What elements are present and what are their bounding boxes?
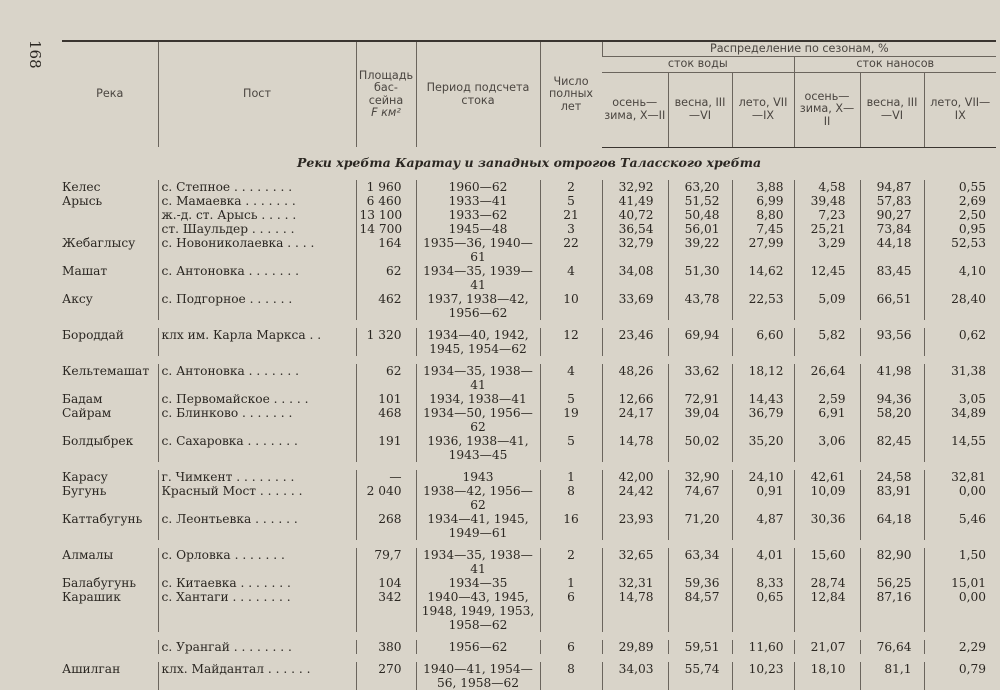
row-gap <box>62 462 996 470</box>
years-cell: 2 <box>540 180 602 194</box>
sediment-summer-cell: 28,40 <box>924 292 996 320</box>
table-body <box>62 147 996 690</box>
sediment-summer-cell: 2,29 <box>924 640 996 654</box>
water-spring-cell: 59,36 <box>668 576 732 590</box>
post-cell: с. Китаевка . . . . . . . <box>158 576 356 590</box>
gap-cell <box>62 462 996 470</box>
years-cell: 6 <box>540 640 602 654</box>
water-spring-cell: 43,78 <box>668 292 732 320</box>
period-cell: 1934—35, 1938—41 <box>416 364 540 392</box>
table-row <box>62 576 996 590</box>
post-cell: г. Чимкент . . . . . . . . <box>158 470 356 484</box>
water-autumn-cell: 32,65 <box>602 548 668 576</box>
sediment-summer-cell: 15,01 <box>924 576 996 590</box>
years-cell: 10 <box>540 292 602 320</box>
period-cell: 1934, 1938—41 <box>416 392 540 406</box>
table-row <box>62 406 996 434</box>
water-spring-cell: 51,52 <box>668 194 732 208</box>
section-title: Реки хребта Каратау и западных отрогов Таласского хребта <box>296 154 762 170</box>
post-cell: ж.-д. ст. Арысь . . . . . <box>158 208 356 222</box>
sediment-autumn-cell: 4,58 <box>794 180 860 194</box>
header-water-autumn: осень—зима, X—II <box>602 72 668 147</box>
sediment-autumn-cell: 2,59 <box>794 392 860 406</box>
water-summer-cell: 24,10 <box>732 470 794 484</box>
header-area-unit: F км² <box>371 105 401 119</box>
years-cell: 2 <box>540 548 602 576</box>
sediment-summer-cell: 1,50 <box>924 548 996 576</box>
water-autumn-cell: 42,00 <box>602 470 668 484</box>
table-row <box>62 590 996 632</box>
sediment-autumn-cell: 5,09 <box>794 292 860 320</box>
years-cell: 5 <box>540 434 602 462</box>
area-cell: 468 <box>356 406 416 434</box>
sediment-autumn-cell: 3,06 <box>794 434 860 462</box>
header-sediment-autumn: осень—зима, X—II <box>794 72 860 147</box>
post-cell: с. Урангай . . . . . . . . <box>158 640 356 654</box>
sediment-autumn-cell: 21,07 <box>794 640 860 654</box>
area-cell: 268 <box>356 512 416 540</box>
header-sediment-summer: лето, VII—IX <box>924 72 996 147</box>
sediment-summer-cell: 4,10 <box>924 264 996 292</box>
period-cell: 1934—40, 1942, 1945, 1954—62 <box>416 328 540 356</box>
river-cell: Болдыбрек <box>62 433 134 448</box>
water-autumn-cell: 32,31 <box>602 576 668 590</box>
water-spring-cell: 74,67 <box>668 484 732 512</box>
period-cell: 1933—62 <box>416 208 540 222</box>
water-summer-cell: 11,60 <box>732 640 794 654</box>
post-cell: с. Антоновка . . . . . . . <box>158 364 356 392</box>
table-row <box>62 180 996 194</box>
post-cell: с. Мамаевка . . . . . . . <box>158 194 356 208</box>
table-row <box>62 236 996 264</box>
sediment-autumn-cell: 6,91 <box>794 406 860 434</box>
sediment-autumn-cell: 30,36 <box>794 512 860 540</box>
sediment-autumn-cell: 42,61 <box>794 470 860 484</box>
sediment-autumn-cell: 39,48 <box>794 194 860 208</box>
header-area <box>356 41 416 147</box>
water-summer-cell: 35,20 <box>732 434 794 462</box>
sediment-spring-cell: 64,18 <box>860 512 924 540</box>
table-row <box>62 222 996 236</box>
water-spring-cell: 50,02 <box>668 434 732 462</box>
sediment-autumn-cell: 3,29 <box>794 236 860 264</box>
post-cell: с. Блинково . . . . . . . <box>158 406 356 434</box>
area-cell: 2 040 <box>356 484 416 512</box>
header-area-label: Площадь бас-сейна <box>358 68 414 107</box>
post-cell: с. Орловка . . . . . . . <box>158 548 356 576</box>
sediment-summer-cell: 14,55 <box>924 434 996 462</box>
table-row <box>62 392 996 406</box>
post-cell: с. Леонтьевка . . . . . . <box>158 512 356 540</box>
table-row <box>62 662 996 690</box>
river-cell: Машат <box>62 263 108 278</box>
years-cell: 4 <box>540 364 602 392</box>
sediment-spring-cell: 81,1 <box>860 662 924 690</box>
river-cell: Бугунь <box>62 483 107 498</box>
sediment-spring-cell: 94,87 <box>860 180 924 194</box>
sediment-summer-cell: 52,53 <box>924 236 996 264</box>
water-autumn-cell: 24,42 <box>602 484 668 512</box>
period-cell: 1938—42, 1956—62 <box>416 484 540 512</box>
area-cell: 101 <box>356 392 416 406</box>
river-cell: Кельтемашат <box>62 363 150 378</box>
area-cell: — <box>356 470 416 484</box>
gap-cell <box>62 632 996 640</box>
river-cell: Бороддай <box>62 327 124 342</box>
sediment-autumn-cell: 7,23 <box>794 208 860 222</box>
sediment-spring-cell: 83,45 <box>860 264 924 292</box>
water-summer-cell: 8,33 <box>732 576 794 590</box>
period-cell: 1937, 1938—42, 1956—62 <box>416 292 540 320</box>
sediment-summer-cell: 3,05 <box>924 392 996 406</box>
period-cell: 1934—41, 1945, 1949—61 <box>416 512 540 540</box>
gap-cell <box>62 654 996 662</box>
period-cell: 1934—35, 1938—41 <box>416 548 540 576</box>
sediment-spring-cell: 83,91 <box>860 484 924 512</box>
post-cell: клх. Майдантал . . . . . . <box>158 662 356 690</box>
river-cell: Бадам <box>62 391 103 406</box>
area-cell: 79,7 <box>356 548 416 576</box>
river-cell <box>62 222 158 236</box>
water-spring-cell: 39,04 <box>668 406 732 434</box>
table-row <box>62 292 996 320</box>
area-cell: 62 <box>356 264 416 292</box>
sediment-summer-cell: 0,00 <box>924 484 996 512</box>
sediment-spring-cell: 76,64 <box>860 640 924 654</box>
period-cell: 1960—62 <box>416 180 540 194</box>
gap-cell <box>62 320 996 328</box>
area-cell: 164 <box>356 236 416 264</box>
post-cell: с. Степное . . . . . . . . <box>158 180 356 194</box>
sediment-summer-cell: 32,81 <box>924 470 996 484</box>
post-cell: Красный Мост . . . . . . <box>158 484 356 512</box>
water-summer-cell: 4,87 <box>732 512 794 540</box>
area-cell: 13 100 <box>356 208 416 222</box>
area-cell: 380 <box>356 640 416 654</box>
row-gap <box>62 632 996 640</box>
water-autumn-cell: 14,78 <box>602 590 668 632</box>
area-cell: 14 700 <box>356 222 416 236</box>
gap-cell <box>62 356 996 364</box>
years-cell: 5 <box>540 194 602 208</box>
area-cell: 1 960 <box>356 180 416 194</box>
table-row <box>62 194 996 208</box>
years-cell: 16 <box>540 512 602 540</box>
years-cell: 8 <box>540 662 602 690</box>
area-cell: 62 <box>356 364 416 392</box>
water-autumn-cell: 34,08 <box>602 264 668 292</box>
header-water-spring: весна, III—VI <box>668 72 732 147</box>
period-cell: 1943 <box>416 470 540 484</box>
river-cell: Арысь <box>62 193 103 208</box>
water-autumn-cell: 14,78 <box>602 434 668 462</box>
water-autumn-cell: 48,26 <box>602 364 668 392</box>
period-cell: 1933—41 <box>416 194 540 208</box>
water-autumn-cell: 33,69 <box>602 292 668 320</box>
post-cell: с. Первомайское . . . . . <box>158 392 356 406</box>
period-cell: 1940—41, 1954—56, 1958—62 <box>416 662 540 690</box>
sediment-spring-cell: 93,56 <box>860 328 924 356</box>
water-autumn-cell: 41,49 <box>602 194 668 208</box>
river-cell: Карашик <box>62 589 121 604</box>
water-spring-cell: 51,30 <box>668 264 732 292</box>
water-autumn-cell: 12,66 <box>602 392 668 406</box>
gap-cell <box>62 540 996 548</box>
sediment-autumn-cell: 18,10 <box>794 662 860 690</box>
sediment-summer-cell: 34,89 <box>924 406 996 434</box>
water-summer-cell: 6,60 <box>732 328 794 356</box>
river-cell: Сайрам <box>62 405 112 420</box>
area-cell: 462 <box>356 292 416 320</box>
river-cell: Жебаглысу <box>62 235 136 250</box>
years-cell: 19 <box>540 406 602 434</box>
water-spring-cell: 69,94 <box>668 328 732 356</box>
river-cell: Каттабугунь <box>62 511 143 526</box>
header-distribution: Распределение по сезонам, % <box>602 41 996 57</box>
header-years: Число полных лет <box>540 41 602 147</box>
area-cell: 191 <box>356 434 416 462</box>
area-cell: 342 <box>356 590 416 632</box>
row-gap <box>62 356 996 364</box>
sediment-spring-cell: 58,20 <box>860 406 924 434</box>
sediment-autumn-cell: 15,60 <box>794 548 860 576</box>
post-cell: с. Подгорное . . . . . . <box>158 292 356 320</box>
table-row <box>62 470 996 484</box>
water-spring-cell: 50,48 <box>668 208 732 222</box>
period-cell: 1945—48 <box>416 222 540 236</box>
water-autumn-cell: 32,92 <box>602 180 668 194</box>
sediment-autumn-cell: 5,82 <box>794 328 860 356</box>
post-cell: с. Антоновка . . . . . . . <box>158 264 356 292</box>
sediment-spring-cell: 82,90 <box>860 548 924 576</box>
river-cell: Балабугунь <box>62 575 137 590</box>
post-cell: ст. Шаульдер . . . . . . <box>158 222 356 236</box>
row-gap <box>62 654 996 662</box>
table-row <box>62 484 996 512</box>
area-cell: 270 <box>356 662 416 690</box>
river-cell <box>62 640 158 654</box>
water-summer-cell: 4,01 <box>732 548 794 576</box>
sediment-spring-cell: 73,84 <box>860 222 924 236</box>
header-sediment-spring: весна, III—VI <box>860 72 924 147</box>
sediment-autumn-cell: 12,45 <box>794 264 860 292</box>
area-cell: 1 320 <box>356 328 416 356</box>
period-cell: 1934—50, 1956—62 <box>416 406 540 434</box>
sediment-autumn-cell: 10,09 <box>794 484 860 512</box>
water-summer-cell: 14,43 <box>732 392 794 406</box>
post-cell: с. Сахаровка . . . . . . . <box>158 434 356 462</box>
header-water: сток воды <box>602 57 794 72</box>
water-autumn-cell: 34,03 <box>602 662 668 690</box>
water-autumn-cell: 40,72 <box>602 208 668 222</box>
page-number: 168 <box>26 40 44 69</box>
water-spring-cell: 33,62 <box>668 364 732 392</box>
sediment-spring-cell: 57,83 <box>860 194 924 208</box>
water-autumn-cell: 29,89 <box>602 640 668 654</box>
years-cell: 5 <box>540 392 602 406</box>
sediment-summer-cell: 2,50 <box>924 208 996 222</box>
river-cell: Келес <box>62 179 101 194</box>
period-cell: 1940—43, 1945, 1948, 1949, 1953, 1958—62 <box>416 590 540 632</box>
years-cell: 12 <box>540 328 602 356</box>
years-cell: 3 <box>540 222 602 236</box>
header-water-summer: лето, VII—IX <box>732 72 794 147</box>
water-summer-cell: 10,23 <box>732 662 794 690</box>
years-cell: 21 <box>540 208 602 222</box>
water-autumn-cell: 23,46 <box>602 328 668 356</box>
table-row <box>62 512 996 540</box>
sediment-spring-cell: 87,16 <box>860 590 924 632</box>
sediment-spring-cell: 56,25 <box>860 576 924 590</box>
river-cell: Алмалы <box>62 547 114 562</box>
river-cell: Карасу <box>62 469 108 484</box>
sediment-spring-cell: 41,98 <box>860 364 924 392</box>
area-cell: 6 460 <box>356 194 416 208</box>
period-cell: 1934—35, 1939—41 <box>416 264 540 292</box>
water-spring-cell: 39,22 <box>668 236 732 264</box>
table-row <box>62 264 996 292</box>
table-row <box>62 208 996 222</box>
header-period: Период подсчета стока <box>416 41 540 147</box>
water-spring-cell: 56,01 <box>668 222 732 236</box>
river-cell: Аксу <box>62 291 93 306</box>
water-autumn-cell: 36,54 <box>602 222 668 236</box>
years-cell: 6 <box>540 590 602 632</box>
header-river: Река <box>62 41 158 147</box>
table-row <box>62 640 996 654</box>
sediment-spring-cell: 94,36 <box>860 392 924 406</box>
water-summer-cell: 18,12 <box>732 364 794 392</box>
sediment-spring-cell: 82,45 <box>860 434 924 462</box>
water-autumn-cell: 23,93 <box>602 512 668 540</box>
header-sediment: сток наносов <box>794 57 996 72</box>
years-cell: 1 <box>540 470 602 484</box>
row-gap <box>62 540 996 548</box>
water-spring-cell: 59,51 <box>668 640 732 654</box>
water-spring-cell: 32,90 <box>668 470 732 484</box>
table-row <box>62 364 996 392</box>
river-cell <box>62 208 158 222</box>
water-summer-cell: 14,62 <box>732 264 794 292</box>
years-cell: 8 <box>540 484 602 512</box>
sediment-summer-cell: 0,95 <box>924 222 996 236</box>
water-summer-cell: 0,91 <box>732 484 794 512</box>
water-summer-cell: 3,88 <box>732 180 794 194</box>
sediment-summer-cell: 0,79 <box>924 662 996 690</box>
water-spring-cell: 55,74 <box>668 662 732 690</box>
post-cell: клх им. Карла Маркса . . <box>158 328 356 356</box>
sediment-spring-cell: 44,18 <box>860 236 924 264</box>
sediment-summer-cell: 31,38 <box>924 364 996 392</box>
river-runoff-table <box>62 40 996 690</box>
water-summer-cell: 22,53 <box>732 292 794 320</box>
sediment-autumn-cell: 28,74 <box>794 576 860 590</box>
water-spring-cell: 71,20 <box>668 512 732 540</box>
water-spring-cell: 63,20 <box>668 180 732 194</box>
header-post: Пост <box>158 41 356 147</box>
sediment-summer-cell: 0,62 <box>924 328 996 356</box>
row-gap <box>62 320 996 328</box>
water-summer-cell: 8,80 <box>732 208 794 222</box>
sediment-spring-cell: 90,27 <box>860 208 924 222</box>
table-row <box>62 548 996 576</box>
water-autumn-cell: 24,17 <box>602 406 668 434</box>
years-cell: 4 <box>540 264 602 292</box>
water-summer-cell: 27,99 <box>732 236 794 264</box>
years-cell: 22 <box>540 236 602 264</box>
post-cell: с. Новониколаевка . . . . <box>158 236 356 264</box>
period-cell: 1936, 1938—41, 1943—45 <box>416 434 540 462</box>
period-cell: 1934—35 <box>416 576 540 590</box>
water-summer-cell: 7,45 <box>732 222 794 236</box>
water-summer-cell: 6,99 <box>732 194 794 208</box>
water-spring-cell: 84,57 <box>668 590 732 632</box>
sediment-autumn-cell: 25,21 <box>794 222 860 236</box>
period-cell: 1956—62 <box>416 640 540 654</box>
sediment-autumn-cell: 26,64 <box>794 364 860 392</box>
water-autumn-cell: 32,79 <box>602 236 668 264</box>
sediment-spring-cell: 24,58 <box>860 470 924 484</box>
water-summer-cell: 36,79 <box>732 406 794 434</box>
years-cell: 1 <box>540 576 602 590</box>
sediment-summer-cell: 0,00 <box>924 590 996 632</box>
table-row <box>62 328 996 356</box>
area-cell: 104 <box>356 576 416 590</box>
sediment-summer-cell: 5,46 <box>924 512 996 540</box>
river-cell: Ашилган <box>62 661 121 676</box>
sediment-summer-cell: 0,55 <box>924 180 996 194</box>
sediment-autumn-cell: 12,84 <box>794 590 860 632</box>
table-row <box>62 434 996 462</box>
sediment-summer-cell: 2,69 <box>924 194 996 208</box>
water-summer-cell: 0,65 <box>732 590 794 632</box>
post-cell: с. Хантаги . . . . . . . . <box>158 590 356 632</box>
period-cell: 1935—36, 1940—61 <box>416 236 540 264</box>
water-spring-cell: 63,34 <box>668 548 732 576</box>
sediment-spring-cell: 66,51 <box>860 292 924 320</box>
water-spring-cell: 72,91 <box>668 392 732 406</box>
